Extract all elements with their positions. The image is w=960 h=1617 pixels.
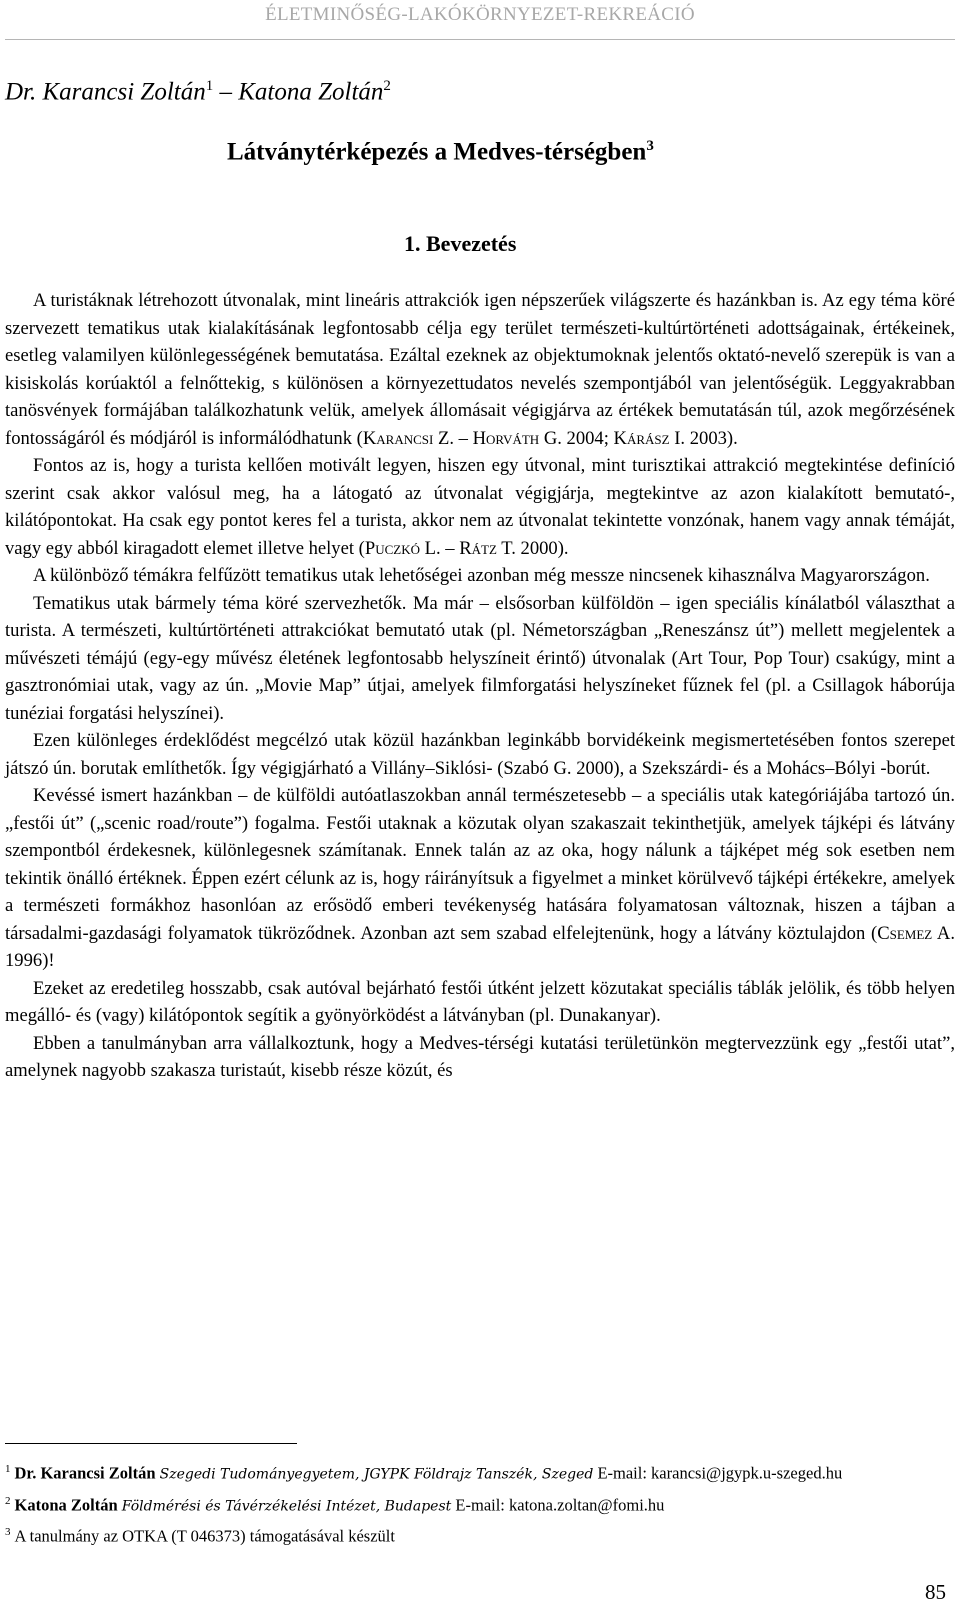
citation-text: Z. – [433,427,473,449]
footnote-3 [5,1519,955,1550]
running-head: ÉLETMINŐSÉG-LAKÓKÖRNYEZET-REKREÁCIÓ [265,4,695,25]
citation-text: I. 2003). [669,427,738,449]
paragraph-6 [5,782,955,975]
citation-author: Karancsi [362,427,434,449]
citation-author: Kárász [613,427,670,449]
author-1: Dr. Karancsi Zoltán [5,78,206,106]
paragraph-2 [5,452,955,562]
footnote-1-institution: Szegedi Tudományegyetem, JGYPK Földrajz Tanszék, Szeged [159,1466,594,1483]
footnotes [5,1456,955,1550]
author-separator: – [213,78,239,106]
citation-text: A. 1996)! [5,922,955,971]
author-line [5,78,391,106]
footnote-1-number: 1 [5,1463,11,1475]
header-rule [5,39,955,40]
citation-author: Puczkó [364,537,420,559]
citation-text: L. – [420,537,460,559]
section-heading: 1. Bevezetés [404,231,517,256]
citation-author: Horváth [472,427,540,449]
author-2-footnote-ref[interactable]: 2 [383,78,391,94]
footnote-2-email[interactable]: E-mail: katona.zoltan@fomi.hu [451,1495,665,1514]
citation-text: G. 2004; [539,427,614,449]
body-text [5,287,955,1085]
paragraph-2-text: Fontos az is, hogy a turista kellően motivált legyen, hiszen egy útvonal, mint turisztikai attrakció megtekintése definíció szerint csak akkor valósul meg, ha a látogató az útvonalat végigjárja, megtekintve az azon kialakított bemutató-, kilátópontokat. Ha csak egy pontot keres fel a turista, akkor nem az útvonalat tekintette vonzónak, hanem vagy annak témáját, vagy egy abból kiragadott elemet illetve helyet ( [5,455,955,559]
paragraph-4: Tematikus utak bármely téma köré szervezhetők. Ma már – elsősorban külföldön – igen speciális kínálatból választhat a turista. A természeti, kultúrtörténeti attrakciókat bemutató utak (pl. Németországban „Reneszánsz út”) mellett megjelentek a művészeti témájú (egy-egy művész életének legfontosabb helyszíneit érintő) útvonalak (Art Tour, Pop Tour) csakúgy, mint a gasztronómiai utak, vagy az ún. „Movie Map” útjai, amelyek filmforgatási helyszíneket fűznek fel (pl. a Csillagok háborúja tunéziai forgatási helyszínei). [5,592,955,724]
author-2: Katona Zoltán [238,78,384,106]
footnote-3-text: A tanulmány az OTKA (T 046373) támogatásával készült [14,1526,395,1546]
footnote-1 [5,1456,955,1488]
paragraph-5: Ezen különleges érdeklődést megcélzó utak közül hazánkban leginkább borvidékeink megismertetésében fontos szerepet játszó ún. borutak említhetők. Így végigjárható a Villány–Siklósi- (Szabó G. 2000), a Szekszárdi- és a Mohács–Bólyi -borút. [5,730,955,779]
footnote-1-email[interactable]: E-mail: karancsi@jgypk.u-szeged.hu [593,1463,843,1483]
paragraph-7: Ezeket az eredetileg hosszabb, csak autóval bejárható festői útként jelzett közutakat speciális táblák jelölik, és több helyen megálló- és (vagy) kilátópontok segítik a gyönyörködést a látványban (pl. Dunakanyar). [5,977,955,1026]
paper-title [227,138,654,166]
page-number: 85 [925,1580,946,1604]
author-1-footnote-ref[interactable]: 1 [205,78,214,94]
footnote-2-institution: Földmérési és Távérzékelési Intézet, Budapest [121,1498,452,1514]
footnote-2-name: Katona Zoltán [14,1495,118,1514]
paragraph-8: Ebben a tanulmányban arra vállalkoztunk, hogy a Medves-térségi kutatási területünkön megtervezzünk egy „festői utat”, amelynek nagyobb szakasza turistaút, kisebb része közút, és [5,1032,955,1081]
footnote-3-number: 3 [5,1526,11,1538]
citation-author: Rátz [459,537,497,559]
title-footnote-ref[interactable]: 3 [646,138,654,154]
citation-text: T. 2000). [496,537,569,559]
footnote-1-name: Dr. Karancsi Zoltán [14,1463,156,1483]
footnote-rule [5,1443,297,1444]
paragraph-6-text: Kevéssé ismert hazánkban – de külföldi autóatlaszokban annál természetesebb – a speciális utak kategóriájába tartozó ún. „festői út” („scenic road/route”) fogalma. Festői utaknak a közutak olyan szakaszait tekinthetjük, amelyek tájképi és látvány szempontból érdekesnek, különlegesnek számítanak. Ennek talán az az oka, hogy nálunk a tájképet még sok esetben nem tekintik önálló értéknek. Éppen ezért célunk az is, hogy ráirányítsuk a figyelmet a minket körülvevő tájképi értékekre, amelyek a természeti formákhoz hasonlóan az erősödő emberi tevékenység hatására folyamatosan változnak, hiszen a tájban a társadalmi-gazdasági folyamatok tükröződnek. Azonban azt sem szabad elfelejtenünk, hogy a látvány köztulajdon ( [5,785,955,944]
paragraph-1 [5,287,955,452]
paper-title-text: Látványtérképezés a Medves-térségben [227,138,647,166]
paragraph-3: A különböző témákra felfűzött tematikus utak lehetőségei azonban még messze nincsenek kihasználva Magyarországon. [33,565,930,586]
paragraph-1-text: A turistáknak létrehozott útvonalak, mint lineáris attrakciók igen népszerűek világszerte és hazánkban is. Az egy téma köré szervezett tematikus utak kialakításának legfontosabb célja egy terület természeti-kultúrtörténeti adottságainak, értékeinek, esetleg valamilyen különlegességének bemutatása. Ezáltal ezeknek az objektumoknak jelentős oktató-nevelő szerepük is van a kisiskolás korúaktól a felnőttekig, s különösen a környezettudatos nevelés szempontjából van jelentőségük. Leggyakrabban tanösvények formájában találkozhatunk velük, amelyek állomásait végigjárva az értékek bemutatásán túl, azok megőrzésének fontosságáról és módjáról is informálódhatunk ( [5,290,955,449]
footnote-2-number: 2 [5,1494,11,1507]
citation-author: Csemez [877,922,933,944]
footnote-2 [5,1488,955,1520]
